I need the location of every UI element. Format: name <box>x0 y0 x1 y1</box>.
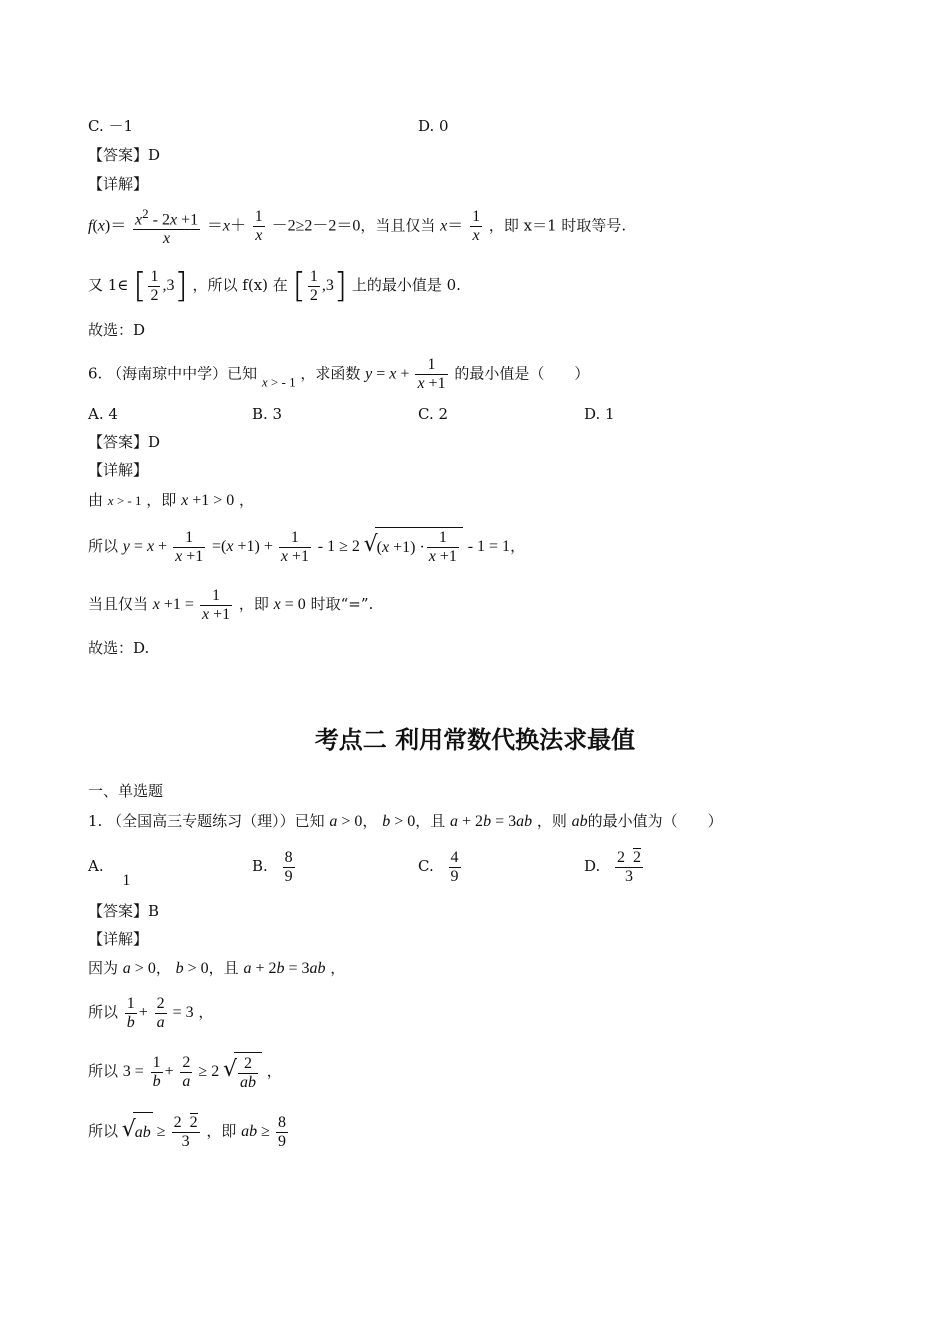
text: B. <box>252 857 268 875</box>
option-c: C. －1 <box>88 117 134 135</box>
s2-step-2: 所以 3 = $\frac{1}{b}$ + $\frac{2}{a}$ ≥ 2 √ $\frac{2}{ab}$ ， <box>88 1051 282 1093</box>
text: 当且仅当 <box>88 595 149 613</box>
text: 的最小值是（ ） <box>454 364 590 383</box>
s2-step-1: 所以 $\frac{1}{b}$ + $\frac{2}{a}$ = 3 ， <box>88 994 214 1031</box>
text: 所以 <box>88 1003 119 1021</box>
question-6-stem: 6. （海南琼中中学）已知 x > - 1 ，求函数 y = x + $\frac{1}{x +1}$ 的最小值是（ ） <box>88 356 590 392</box>
text: ， <box>155 959 171 977</box>
answer-label: 【答案】B <box>88 902 160 920</box>
option-a: A. 1 <box>88 857 131 889</box>
text: ，即 x＝1 时取等号. <box>488 216 627 235</box>
q6-condition-line: 由 x > - 1 ，即 x +1 > 0 ， <box>88 491 255 509</box>
choose-line: 故选：D. <box>88 639 150 657</box>
s2-condition-line: 因为 a > 0， b > 0，且 a + 2b = 3ab ， <box>88 959 346 977</box>
text: A. <box>88 857 104 875</box>
text: ，所以 f(x) 在 <box>192 276 288 294</box>
section-title: 考点二 利用常数代换法求最值 <box>314 726 636 754</box>
text: 所以 <box>88 1122 119 1140</box>
text: ， <box>239 491 255 509</box>
text: ，求函数 <box>300 364 361 383</box>
q5-derivation-line: f(x)＝ $\frac{x^2 - 2x +1}{x}$ ＝x＋ $\frac{1}{x}$ －2≥2－2＝0，当且仅当 x＝ $\frac{1}{x}$ ，即 x＝1 时取等号. <box>88 206 627 248</box>
detail-label: 【详解】 <box>88 461 149 479</box>
option-d: D. 0 <box>418 117 449 135</box>
answer-label: 【答案】D <box>88 433 161 451</box>
text: ，即 <box>146 491 177 509</box>
option-d: D. $\frac{2 2}{3}$ <box>584 848 642 885</box>
text: ， <box>330 959 346 977</box>
detail-label: 【详解】 <box>88 930 149 948</box>
text: D. <box>584 857 601 875</box>
option-b: B. 3 <box>252 405 283 423</box>
text: 所以 <box>88 1062 119 1080</box>
text: 6. （海南琼中中学）已知 <box>88 364 258 383</box>
text: 又 1∈ <box>88 276 129 294</box>
detail-label: 【详解】 <box>88 175 149 193</box>
text: 因为 <box>88 959 119 977</box>
text: 所以 <box>88 537 119 555</box>
choose-line: 故选：D <box>88 321 146 339</box>
option-a: A. 4 <box>88 405 118 423</box>
option-c: C. $\frac{4}{9}$ <box>418 848 459 885</box>
text: 时取“=”. <box>310 595 374 613</box>
s2-step-3: 所以 √ ab ≥ $\frac{2 2}{3}$ ，即 ab ≥ $\frac{8}{9}$ <box>88 1111 290 1153</box>
text: 由 <box>88 491 104 509</box>
text: ， <box>362 812 378 830</box>
question-1-stem: 1. （全国高三专题练习（理））已知 a > 0， b > 0，且 a + 2b = 3ab ，则 ab的最小值为（ ） <box>88 812 723 830</box>
option-c: C. 2 <box>418 405 449 423</box>
text: 的最小值为（ ） <box>587 812 723 830</box>
q6-equality-line: 当且仅当 x +1 = $\frac{1}{x +1}$ ，即 x = 0 时取“=”. <box>88 586 374 623</box>
text: ，即 <box>238 595 269 613</box>
text: 1. （全国高三专题练习（理））已知 <box>88 812 325 830</box>
text: ， <box>198 1003 214 1021</box>
text: C. <box>418 857 434 875</box>
answer-label: 【答案】D <box>88 146 161 164</box>
option-b: B. $\frac{8}{9}$ <box>252 848 293 885</box>
text: ， <box>266 1062 282 1080</box>
q6-derivation-line: 所以 y = x + $\frac{1}{x +1}$ =(x +1) + $\frac{1}{x +1}$ - 1 ≥ 2 √ (x +1) · $\frac{1}{x +1}$ - 1 = 1， <box>88 526 525 568</box>
text: ，且 <box>415 812 446 830</box>
q5-interval-line: 又 1∈ [ $\frac{1}{2}$ ,3] ，所以 f(x) 在 [ $\frac{1}{2}$ ,3] 上的最小值是 0. <box>88 266 461 306</box>
text: ，当且仅当 <box>360 216 436 235</box>
text: 上的最小值是 0. <box>351 276 461 294</box>
question-type-label: 一、单选题 <box>88 782 164 800</box>
text: ，则 <box>536 812 567 830</box>
text: ，且 <box>208 959 239 977</box>
text: ，即 <box>206 1122 237 1140</box>
option-d: D. 1 <box>584 405 615 423</box>
